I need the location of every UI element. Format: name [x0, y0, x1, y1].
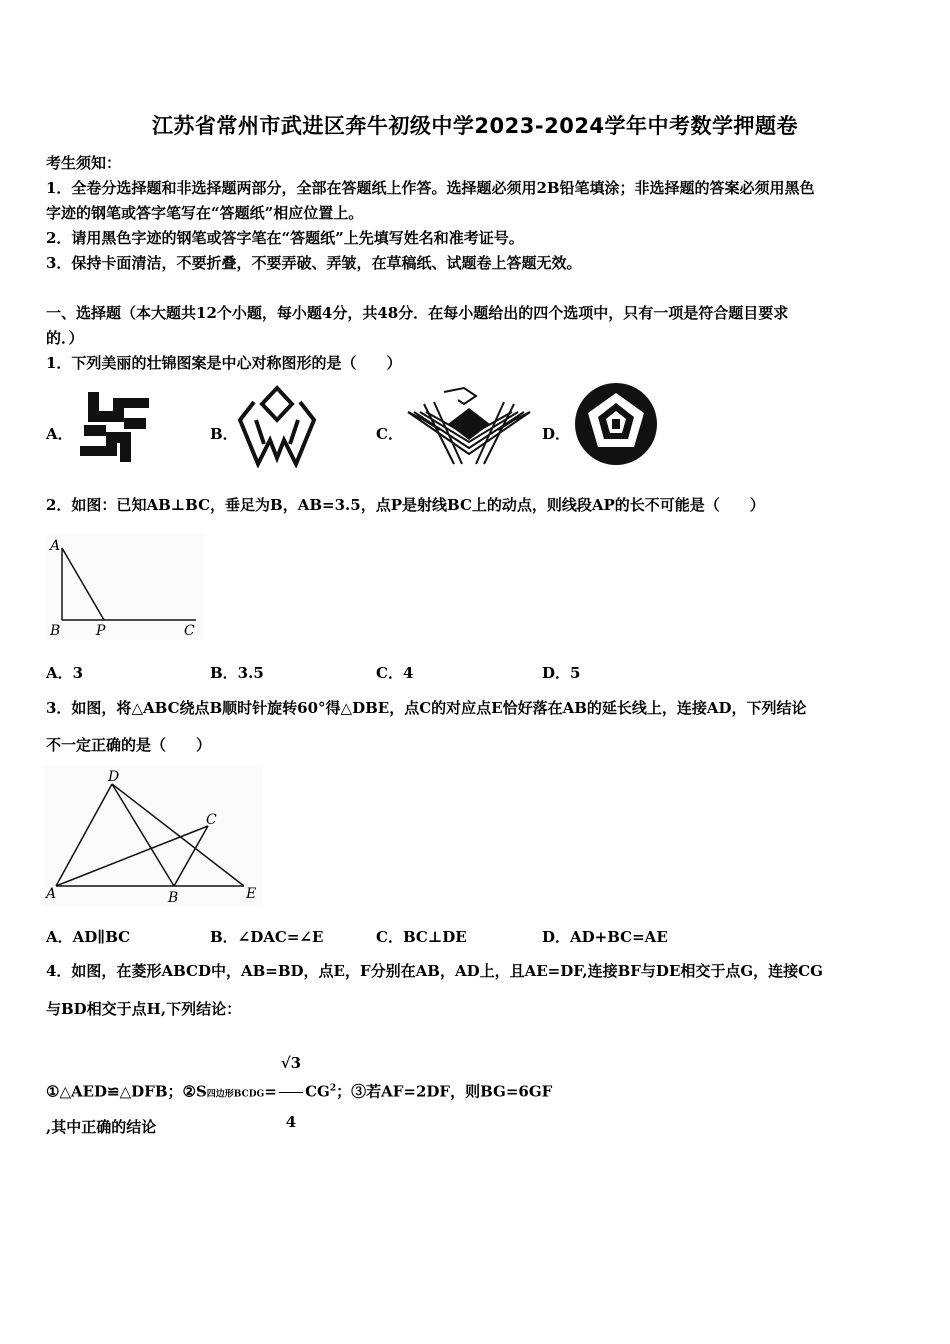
q1-option-b-pattern-icon — [236, 384, 318, 468]
q3-option-d: D．AD+BC=AE — [542, 928, 668, 946]
q2-option-c: C．4 — [376, 664, 414, 682]
q3-option-c: C．BC⊥DE — [376, 928, 467, 946]
q3-option-b: B．∠DAC=∠E — [210, 928, 324, 946]
q3-stem-line-1: 3．如图，将△ABC绕点B顺时针旋转60°得△DBE，点C的对应点E恰好落在AB的延长线上，连接AD，下列结论 — [46, 699, 807, 717]
q3-figure — [44, 766, 262, 906]
q1-option-b-label: B． — [210, 425, 238, 443]
q1-option-d-label: D． — [542, 425, 571, 443]
q2-label-p: P — [96, 623, 106, 639]
q4-fraction — [279, 1034, 303, 1151]
q2-option-b: B．3.5 — [210, 664, 264, 682]
q3-option-a: A．AD∥BC — [46, 928, 131, 946]
q4-stem-line-2: 与BD相交于点H,下列结论： — [46, 1000, 242, 1018]
q4-conclusion-1: ①△AED≌△DFB；②S — [46, 1082, 207, 1101]
notice-item-2: 2．请用黑色字迹的钢笔或答字笔在“答题纸”上先填写姓名和准考证号。 — [46, 229, 524, 247]
q1-stem: 1．下列美丽的壮锦图案是中心对称图形的是（ ） — [46, 354, 402, 372]
q2-label-b: B — [50, 623, 61, 639]
q4-stem-line-1: 4．如图，在菱形ABCD中，AB=BD，点E，F分别在AB，AD上，且AE=DF,连接BF与DE相交于点G，连接CG — [46, 962, 823, 980]
q1-option-d-pattern-icon — [572, 381, 660, 467]
notice-item-1-line-1: 1．全卷分选择题和非选择题两部分，全部在答题纸上作答。选择题必须用2B铅笔填涂；非选择题的答案必须用黑色 — [46, 179, 815, 197]
q4-cg: CG — [305, 1082, 330, 1101]
q4-conclusion-rest: ；③若AF=2DF，则BG=6GF — [336, 1082, 553, 1101]
notice-item-3: 3．保持卡面清洁，不要折叠，不要弄破、弄皱，在草稿纸、试题卷上答题无效。 — [46, 254, 582, 272]
q3-stem-line-2: 不一定正确的是（ ） — [46, 736, 212, 754]
notice-item-1-line-2: 字迹的钢笔或答字笔写在“答题纸”相应位置上。 — [46, 204, 364, 222]
q2-stem: 2．如图：已知AB⊥BC，垂足为B，AB=3.5，点P是射线BC上的动点，则线段AP的长不可能是（ ） — [46, 496, 765, 514]
q3-label-a: A — [46, 886, 57, 902]
q4-area-subscript: 四边形BCDG — [206, 1089, 265, 1100]
q1-option-a-label: A． — [46, 425, 73, 443]
q4-fraction-numerator: √3 — [279, 1034, 303, 1093]
q4-equals: = — [264, 1082, 277, 1101]
q4-tail: ,其中正确的结论 — [46, 1118, 157, 1136]
q1-option-a-pattern-icon — [76, 388, 154, 466]
q2-label-a: A — [50, 538, 61, 554]
q2-option-d: D．5 — [542, 664, 581, 682]
q1-option-c-pattern-icon — [404, 384, 534, 468]
q4-cg-superscript: 2 — [329, 1083, 337, 1094]
q3-label-e: E — [246, 886, 257, 902]
q2-label-c: C — [184, 623, 195, 639]
q1-option-c-label: C． — [376, 425, 403, 443]
section-heading-line-1: 一、选择题（本大题共12个小题，每小题4分，共48分．在每小题给出的四个选项中，只有一项是符合题目要求 — [46, 304, 789, 322]
page-title: 江苏省常州市武进区奔牛初级中学2023-2024学年中考数学押题卷 — [151, 114, 799, 138]
section-heading-line-2: 的．） — [46, 329, 84, 347]
q2-option-a: A．3 — [46, 664, 84, 682]
q4-fraction-denominator: 4 — [285, 1113, 297, 1131]
q3-label-c: C — [206, 812, 217, 828]
q3-label-d: D — [108, 769, 120, 785]
q2-figure — [46, 534, 204, 640]
q3-label-b: B — [168, 890, 179, 906]
notice-heading: 考生须知： — [46, 154, 122, 172]
